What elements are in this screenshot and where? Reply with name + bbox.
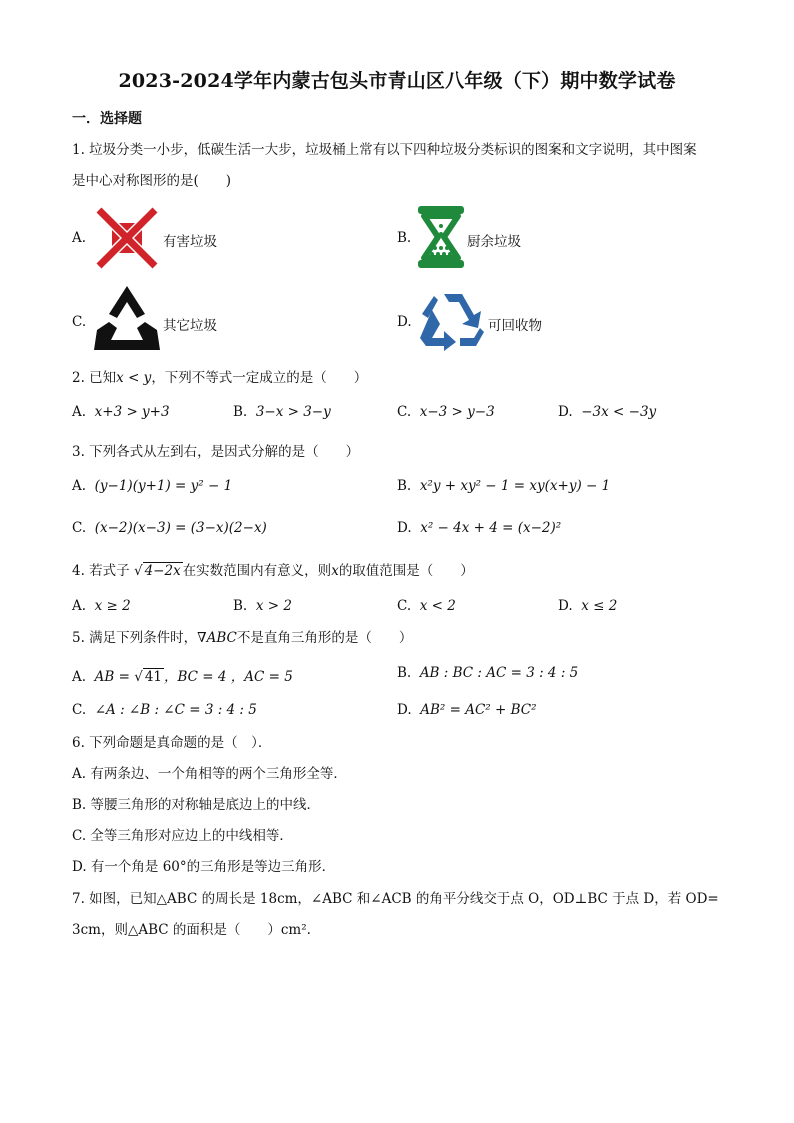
other-waste-icon: [92, 284, 162, 356]
q1-option-b-letter: B.: [397, 230, 412, 246]
q6-option-d: D. 有一个角是 60°的三角形是等边三角形．: [72, 859, 336, 875]
q6-stem: 6. 下列命题是真命题的是（ ）．: [72, 735, 272, 751]
q5-option-d: D. AB² = AC² + BC²: [397, 702, 537, 718]
q1-stem-line1: 1. 垃圾分类一小步，低碳生活一大步，垃圾桶上常有以下四种垃圾分类标识的图案和文字说明，其中图案: [72, 142, 697, 158]
q3-stem: 3. 下列各式从左到右，是因式分解的是（ ）: [72, 444, 360, 460]
q4-option-b: B. x > 2: [233, 598, 292, 614]
q2-option-c: C. x−3 > y−3: [397, 404, 495, 420]
q3-option-b: B. x²y + xy² − 1 = xy(x+y) − 1: [397, 478, 611, 494]
q2-condition: x < y: [116, 370, 152, 386]
recyclable-icon: [418, 288, 488, 352]
q1-stem-line2: 是中心对称图形的是( ): [72, 173, 232, 189]
q3-option-a: A. (y−1)(y+1) = y² − 1: [72, 478, 233, 494]
q6-option-c: C. 全等三角形对应边上的中线相等．: [72, 828, 293, 844]
q2-stem: 2. 已知x < y，下列不等式一定成立的是（ ）: [72, 370, 368, 386]
q7-stem-line1: 7. 如图，已知△ABC 的周长是 18cm，∠ABC 和∠ACB 的角平分线交于点 O，OD⊥BC 于点 D，若 OD=: [72, 891, 719, 907]
exam-title: 2023-2024学年内蒙古包头市青山区八年级（下）期中数学试卷: [118, 70, 676, 92]
q5-option-b: B. AB : BC : AC = 3 : 4 : 5: [397, 665, 579, 681]
q4-stem: 4. 若式子 √ 4−2x 在实数范围内有意义，则x的取值范围是（ ）: [72, 563, 474, 579]
q4-option-c: C. x < 2: [397, 598, 456, 614]
q5-radical: √ 41: [134, 669, 163, 685]
q1-option-b-label: 厨余垃圾: [467, 234, 521, 250]
q1-option-c-label: 其它垃圾: [163, 318, 217, 334]
q4-option-a: A. x ≥ 2: [72, 598, 131, 614]
q3-option-d: D. x² − 4x + 4 = (x−2)²: [397, 520, 562, 536]
q2-option-d: D. −3x < −3y: [558, 404, 657, 420]
q2-option-b: B. 3−x > 3−y: [233, 404, 331, 420]
q4-radical: √ 4−2x: [133, 563, 181, 579]
q4-option-d: D. x ≤ 2: [558, 598, 618, 614]
section-heading: 一．选择题: [72, 111, 142, 127]
q5-option-a: A. AB = √ 41 ，BC = 4 ，AC = 5: [72, 669, 293, 685]
q7-stem-line2: 3cm，则△ABC 的面积是（ ）cm².: [72, 922, 311, 938]
q1-option-a-label: 有害垃圾: [163, 234, 217, 250]
q6-option-b: B. 等腰三角形的对称轴是底边上的中线．: [72, 797, 321, 813]
q5-stem: 5. 满足下列条件时，∇ABC不是直角三角形的是（ ）: [72, 630, 413, 646]
q2-option-a: A. x+3 > y+3: [72, 404, 170, 420]
q6-option-a: A. 有两条边、一个角相等的两个三角形全等．: [72, 766, 347, 782]
q5-option-c: C. ∠A : ∠B : ∠C = 3 : 4 : 5: [72, 702, 257, 718]
q1-option-c-letter: C.: [72, 314, 87, 330]
q1-option-a-letter: A.: [72, 230, 87, 246]
hazardous-waste-icon: [94, 205, 160, 271]
q1-option-d-label: 可回收物: [488, 318, 542, 334]
q1-option-d-letter: D.: [397, 314, 412, 330]
kitchen-waste-icon: [416, 204, 466, 270]
q3-option-c: C. (x−2)(x−3) = (3−x)(2−x): [72, 520, 267, 536]
